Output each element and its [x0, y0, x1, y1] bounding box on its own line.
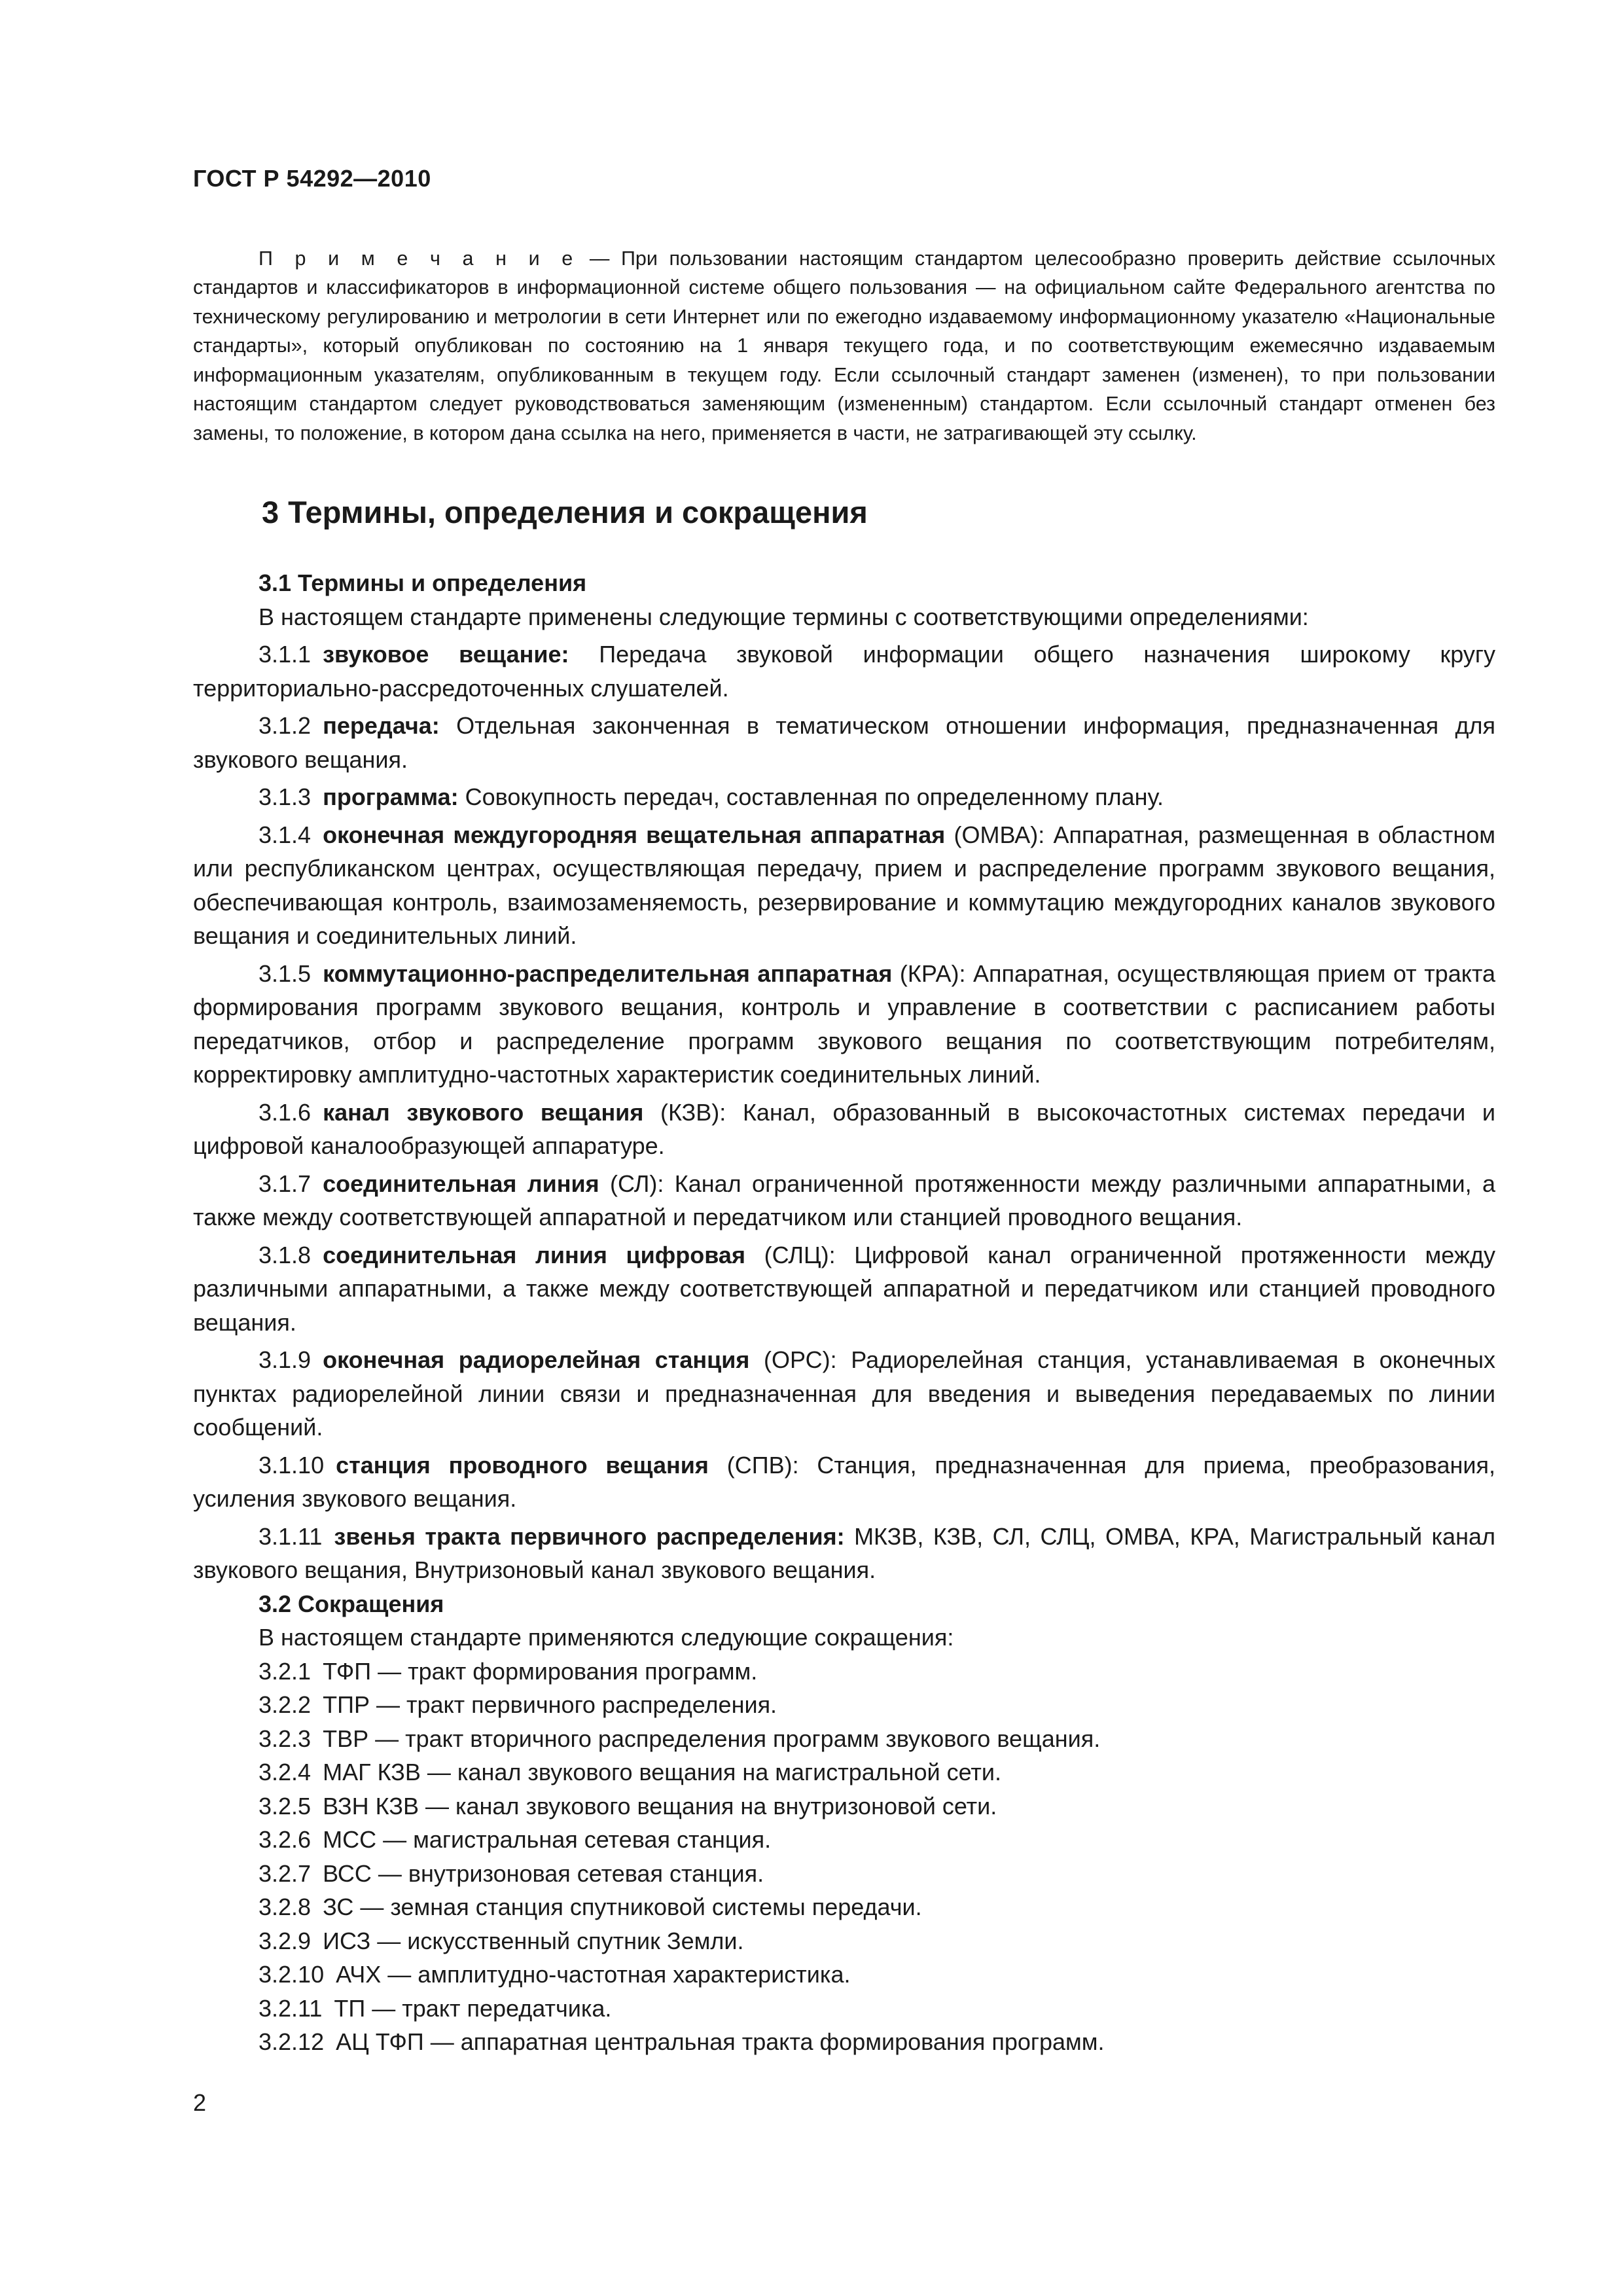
abbreviation-number: 3.2.2	[259, 1691, 312, 1718]
abbreviation-number: 3.2.3	[259, 1725, 312, 1752]
abbreviation-number: 3.2.4	[259, 1759, 312, 1785]
abbreviation-item	[193, 1958, 1495, 1992]
terms-list	[193, 637, 1495, 1587]
abbreviation-number: 3.2.6	[259, 1826, 312, 1853]
term-definition	[193, 1448, 1495, 1516]
term-number: 3.1.5	[259, 960, 312, 987]
term-text: Отдельная законченная в тематическом отношении информация, предназначенная для звукового вещания.	[193, 712, 1495, 773]
section-title	[262, 494, 868, 530]
note-text: — При пользовании настоящим стандартом целесообразно проверить действие ссылочных стандартов и классификаторов в информационной системе общего пользования — на официальном сайте Федерального агентства по техническому регулированию и метрологии в сети Интернет или по ежегодно издаваемому информационному указателю «Национальные стандарты», который опубликован по состоянию на 1 января текущего года, и по соответствующим ежемесячно издаваемым информационным указателям, опубликованным в текущем году. Если ссылочный стандарт заменен (изменен), то при пользовании настоящим стандартом следует руководствоваться заменяющим (измененным) стандартом. Если ссылочный стандарт отменен без замены, то положение, в котором дана ссылка на него, применяется в части, не затрагивающей эту ссылку.	[193, 247, 1495, 444]
abbreviation-text: АЧХ — амплитудно-частотная характеристика.	[336, 1961, 851, 1988]
term-number: 3.1.6	[259, 1098, 312, 1126]
term-text: Станция, предназначенная для приема, преобразования, усиления звукового вещания.	[193, 1451, 1496, 1512]
term-number: 3.1.8	[259, 1241, 312, 1268]
term-number: 3.1.4	[259, 821, 312, 848]
abbreviation-number: 3.2.7	[259, 1859, 312, 1887]
term-text: Канал ограниченной протяженности между различными аппаратными, а также между соответствующей аппаратной и передатчиком или станцией проводного вещания.	[193, 1170, 1495, 1230]
term-number: 3.1.9	[259, 1346, 312, 1373]
term-abbreviation: (СЛЦ):	[745, 1241, 836, 1268]
term-definition	[193, 1238, 1495, 1340]
term-name: соединительная линия цифровая	[323, 1241, 745, 1268]
term-name: звуковое вещание:	[323, 641, 569, 668]
page-number: 2	[193, 2089, 207, 2116]
term-definition	[193, 1167, 1495, 1234]
term-definition	[193, 780, 1495, 814]
abbreviation-text: МСС — магистральная сетевая станция.	[323, 1826, 772, 1853]
section-body	[193, 566, 1495, 2059]
term-abbreviation: (СЛ):	[599, 1170, 664, 1197]
abbreviation-text: АЦ ТФП — аппаратная центральная тракта формирования программ.	[336, 2028, 1105, 2055]
abbreviation-item	[193, 1890, 1495, 1924]
abbreviation-text: ТПР — тракт первичного распределения.	[323, 1691, 777, 1718]
abbreviation-number: 3.2.9	[259, 1927, 312, 1954]
term-definition	[193, 818, 1495, 953]
section-number: 3	[262, 495, 279, 529]
term-definition	[193, 1343, 1495, 1444]
abbreviation-text: ВЗН КЗВ — канал звукового вещания на внутризоновой сети.	[323, 1792, 997, 1820]
abbreviation-text: ТП — тракт передатчика.	[334, 1994, 612, 2022]
term-name: оконечная радиорелейная станция	[323, 1346, 750, 1373]
term-text: Аппаратная, размещенная в областном или республиканском центрах, осуществляющая передачу, прием и распределение программ звукового вещания, обеспечивающая контроль, взаимозаменяемость, резервирование и коммутацию междугородних каналов звукового вещания и соединительных линий.	[193, 821, 1495, 949]
term-name: звенья тракта первичного распределения:	[334, 1522, 845, 1550]
term-definition	[193, 1096, 1495, 1163]
standard-designation: ГОСТ Р 54292—2010	[193, 165, 431, 192]
abbreviation-text: МАГ КЗВ — канал звукового вещания на магистральной сети.	[323, 1759, 1002, 1785]
abbreviation-item	[193, 2025, 1495, 2059]
terms-intro: В настоящем стандарте применены следующие термины с соответствующими определениями:	[259, 603, 1309, 630]
abbreviation-text: ЗС — земная станция спутниковой системы передачи.	[323, 1893, 922, 1920]
abbreviation-number: 3.2.5	[259, 1792, 312, 1820]
term-definition	[193, 637, 1495, 705]
term-name: станция проводного вещания	[336, 1451, 709, 1479]
abbreviation-item	[193, 1992, 1495, 2026]
abbreviation-item	[193, 1755, 1495, 1789]
term-name: соединительная линия	[323, 1170, 599, 1197]
abbreviation-item	[193, 1857, 1495, 1891]
abbreviation-text: ВСС — внутризоновая сетевая станция.	[323, 1859, 764, 1887]
term-abbreviation: (ОРС):	[749, 1346, 837, 1373]
terms-heading: 3.1 Термины и определения	[259, 569, 587, 596]
term-text: Канал, образованный в высокочастотных системах передачи и цифровой каналообразующей аппаратуре.	[193, 1098, 1495, 1159]
term-abbreviation: (КЗВ):	[643, 1098, 726, 1126]
abbreviation-item	[193, 1789, 1495, 1823]
term-definition	[193, 1520, 1495, 1587]
abbreviation-number: 3.2.1	[259, 1657, 312, 1685]
term-number: 3.1.3	[259, 783, 312, 810]
term-text: Аппаратная, осуществляющая прием от тракта формирования программ звукового вещания, контроль и управление в соответствии с расписанием работы передатчиков, отбор и распределение программ звукового вещания по соответствующим потребителям, корректировку амплитудно-частотных характеристик соединительных линий.	[193, 960, 1495, 1088]
abbreviation-item	[193, 1722, 1495, 1756]
term-definition	[193, 957, 1495, 1092]
term-number: 3.1.7	[259, 1170, 312, 1197]
term-number: 3.1.2	[259, 712, 312, 739]
term-number: 3.1.1	[259, 641, 312, 668]
term-name: канал звукового вещания	[323, 1098, 644, 1126]
abbreviation-number: 3.2.12	[259, 2028, 325, 2055]
term-number: 3.1.10	[259, 1451, 325, 1479]
term-text: Передача звуковой информации общего назначения широкому кругу территориально-рассредоточенных слушателей.	[193, 641, 1495, 702]
abbreviation-number: 3.2.11	[259, 1994, 323, 2022]
term-abbreviation: (ОМВА):	[945, 821, 1045, 848]
term-name: передача:	[323, 712, 440, 739]
term-abbreviation: (КРА):	[892, 960, 966, 987]
abbreviation-item	[193, 1655, 1495, 1689]
term-definition	[193, 709, 1495, 776]
term-text: Радиорелейная станция, устанавливаемая в оконечных пунктах радиорелейной линии связи и предназначенная для введения и выведения передаваемых по линии сообщений.	[193, 1346, 1495, 1441]
abbreviation-number: 3.2.10	[259, 1961, 325, 1988]
abbreviation-text: ТФП — тракт формирования программ.	[323, 1657, 758, 1685]
term-text: Совокупность передач, составленная по определенному плану.	[458, 783, 1164, 810]
term-name: коммутационно-распределительная аппаратная	[323, 960, 893, 987]
note-label: П р и м е ч а н и е	[259, 247, 579, 270]
abbreviations-intro: В настоящем стандарте применяются следующие сокращения:	[259, 1624, 954, 1651]
abbreviations-list	[193, 1655, 1495, 2059]
abbreviations-heading: 3.2 Сокращения	[259, 1590, 444, 1617]
reference-note	[193, 244, 1495, 448]
abbreviation-item	[193, 1924, 1495, 1958]
section-title-text: Термины, определения и сокращения	[288, 495, 868, 529]
term-text: Цифровой канал ограниченной протяженности между различными аппаратными, а также между соответствующей аппаратной и передатчиком или станцией проводного вещания.	[193, 1241, 1495, 1336]
abbreviation-text: ТВР — тракт вторичного распределения программ звукового вещания.	[323, 1725, 1101, 1752]
term-name: программа:	[323, 783, 459, 810]
term-abbreviation: (СПВ):	[708, 1451, 799, 1479]
term-number: 3.1.11	[259, 1522, 323, 1550]
abbreviation-item	[193, 1823, 1495, 1857]
abbreviation-item	[193, 1688, 1495, 1722]
abbreviation-number: 3.2.8	[259, 1893, 312, 1920]
term-text: МКЗВ, КЗВ, СЛ, СЛЦ, ОМВА, КРА, Магистральный канал звукового вещания, Внутризоновый канал звукового вещания.	[193, 1522, 1495, 1583]
term-name: оконечная междугородняя вещательная аппаратная	[323, 821, 946, 848]
abbreviation-text: ИСЗ — искусственный спутник Земли.	[323, 1927, 744, 1954]
